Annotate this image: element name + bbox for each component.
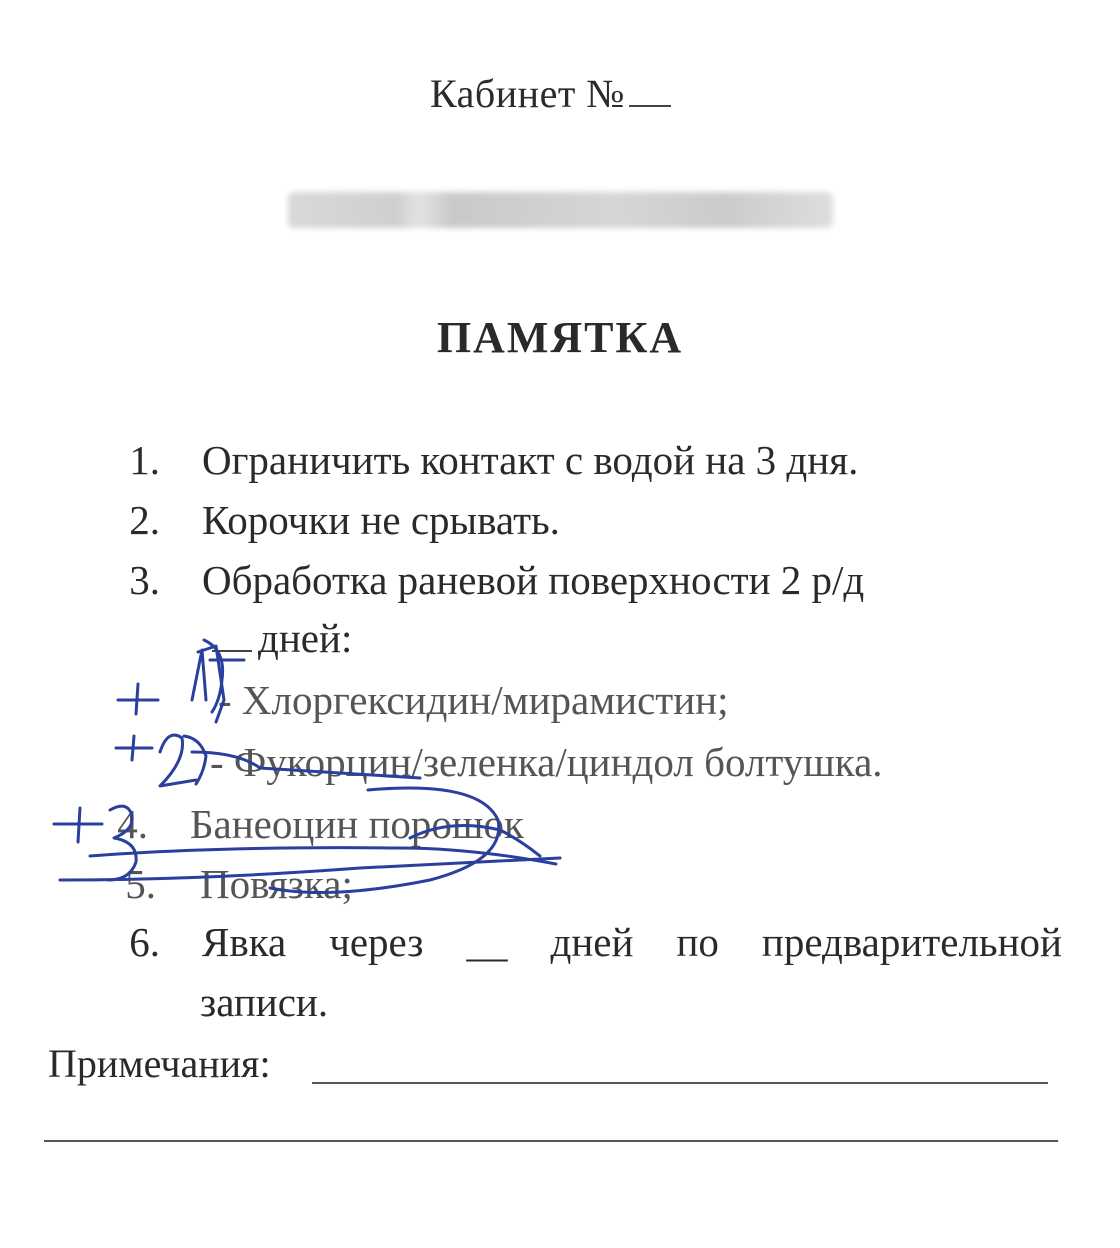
item-number: 4. — [117, 801, 148, 847]
item-text-cont: дней: — [258, 615, 353, 661]
item-text: Обработка раневой поверхности 2 р/д — [202, 557, 865, 603]
cabinet-blank — [629, 99, 671, 107]
item-text — [202, 918, 1062, 966]
word: предварительной — [761, 919, 1062, 965]
item-number: 5. — [125, 861, 156, 907]
item-text: Банеоцин порошок — [190, 801, 524, 847]
word: дней — [550, 919, 634, 965]
item-text: Корочки не срывать. — [202, 497, 560, 543]
sub-item-text: - Хлоргексидин/мирамистин; — [218, 677, 729, 723]
notes-label: Примечания: — [48, 1041, 271, 1086]
item-text: Повязка; — [200, 861, 353, 907]
word: по — [676, 919, 719, 965]
item-text: Ограничить контакт с водой на 3 дня. — [202, 437, 859, 483]
sub-item-text: - Фукорцин/зеленка/циндол болтушка. — [210, 739, 883, 785]
redacted-block — [288, 192, 833, 228]
item-text-cont: записи. — [200, 979, 329, 1025]
cabinet-label: Кабинет № — [430, 71, 625, 116]
word: Явка — [202, 919, 287, 965]
item-number: 2. — [129, 497, 160, 543]
days-blank — [212, 650, 252, 652]
notes-line-2[interactable] — [44, 1140, 1058, 1142]
item-number: 1. — [129, 437, 160, 483]
notes-line-1[interactable] — [312, 1082, 1048, 1084]
cabinet-number — [430, 70, 671, 117]
item-number: 6. — [129, 919, 160, 965]
word: через — [329, 919, 424, 965]
page-title: ПАМЯТКА — [436, 313, 684, 362]
item-number: 3. — [129, 557, 160, 603]
word: __ — [466, 919, 508, 965]
